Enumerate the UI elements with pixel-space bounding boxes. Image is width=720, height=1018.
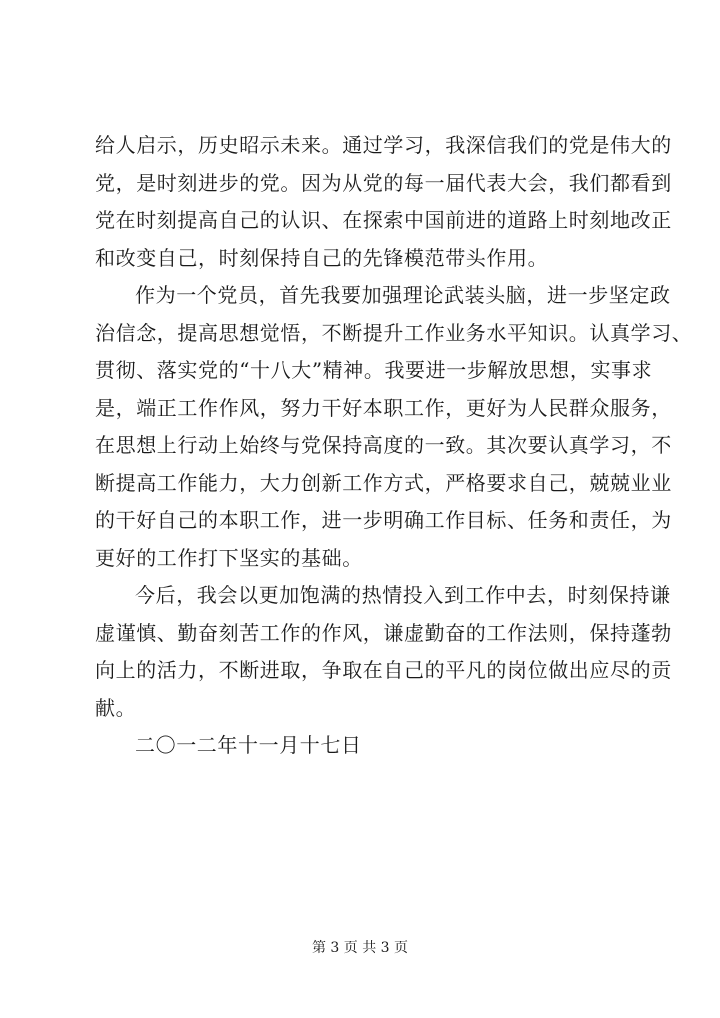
paragraph-line: 向上的活力，不断进取，争取在自己的平凡的岗位做出应尽的贡 — [95, 658, 672, 682]
paragraph-line: 是，端正工作作风，努力干好本职工作，更好为人民群众服务， — [95, 395, 672, 420]
paragraph-line: 贯彻、落实党的“十八大”精神。我要进一步解放思想，实事求 — [95, 358, 653, 382]
paragraph-line: 和改变自己，时刻保持自己的先锋模范带头作用。 — [95, 245, 549, 270]
paragraph-line: 献。 — [95, 695, 137, 720]
paragraph-line: 的干好自己的本职工作，进一步明确工作目标、任务和责任，为 — [95, 508, 672, 532]
paragraph-line: 治信念，提高思想觉悟，不断提升工作业务水平知识。认真学习、 — [95, 320, 693, 345]
paragraph-line: 更好的工作打下坚实的基础。 — [95, 545, 363, 570]
paragraph-line: 党在时刻提高自己的认识、在探索中国前进的道路上时刻地改正 — [95, 208, 672, 232]
paragraph-line: 党，是时刻进步的党。因为从党的每一届代表大会，我们都看到 — [95, 170, 672, 195]
page-number-footer: 第 3 页 共 3 页 — [311, 940, 409, 956]
document-date: 二〇一二年十一月十七日 — [135, 733, 362, 757]
paragraph-line: 给人启示，历史昭示未来。通过学习，我深信我们的党是伟大的 — [95, 133, 672, 157]
paragraph-line: 今后，我会以更加饱满的热情投入到工作中去，时刻保持谦 — [135, 583, 671, 607]
paragraph-line: 在思想上行动上始终与党保持高度的一致。其次要认真学习，不 — [95, 433, 672, 457]
paragraph-line: 虚谨慎、勤奋刻苦工作的作风，谦虚勤奋的工作法则，保持蓬勃 — [95, 620, 672, 645]
paragraph-line: 断提高工作能力，大力创新工作方式，严格要求自己，兢兢业业 — [95, 470, 672, 495]
paragraph-line: 作为一个党员，首先我要加强理论武装头脑，进一步坚定政 — [135, 283, 671, 307]
document-body — [95, 127, 693, 765]
